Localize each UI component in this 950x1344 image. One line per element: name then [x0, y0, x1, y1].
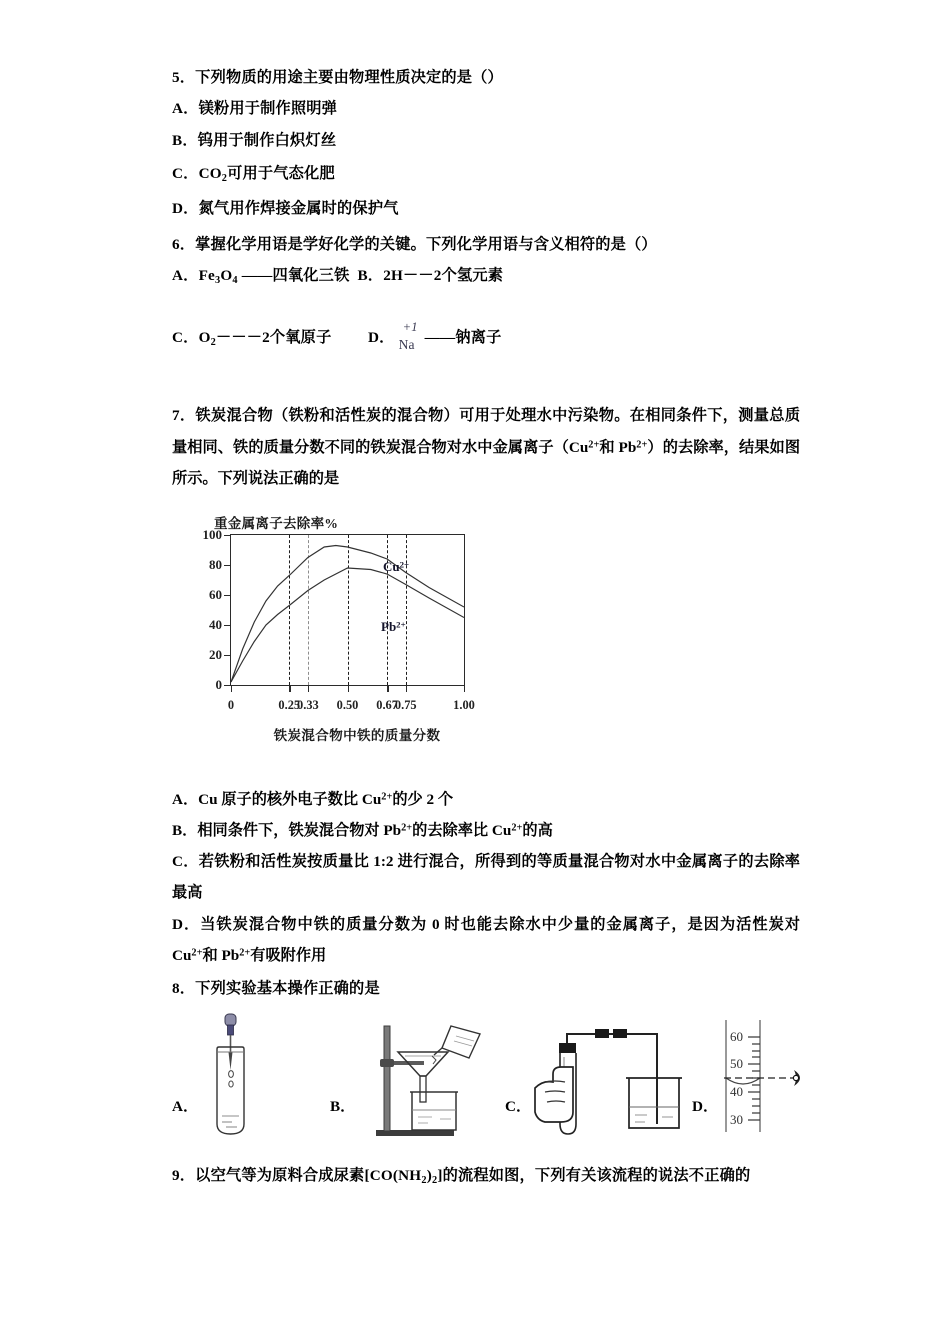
q9-stem-part2: )	[426, 1167, 432, 1185]
formula-fe3o4: Fe	[198, 267, 215, 285]
option-a-text: 镁粉用于制作照明弹	[198, 100, 338, 118]
question-7-stem	[172, 400, 800, 493]
figure-b	[330, 1010, 490, 1138]
q6-option-c-text: －－－2个氧原子	[215, 329, 332, 347]
y-tick-100: 100	[203, 527, 232, 543]
fe3o4-sub-3: 3	[214, 275, 221, 287]
option-b-text: 钨用于制作白炽灯丝	[197, 132, 337, 150]
q7-opt-b-part1: B．相同条件下，铁炭混合物对 Pb	[172, 822, 402, 840]
q7-opt-d-part1: D．当铁炭混合物中铁的质量分数为 0 时也能去除水中少量的金属离子，是因为活性炭对 Cu	[172, 915, 800, 964]
option-d-label: D．	[172, 199, 199, 217]
q6-option-b-label: B．	[357, 267, 384, 285]
figure-b-label: B．	[330, 1098, 356, 1116]
option-b-label: B．	[172, 132, 198, 150]
q7-stem-part-2: 和 Pb	[599, 438, 637, 456]
question-6-option-d	[368, 320, 502, 353]
spacer	[172, 1138, 800, 1168]
option-d-text: 氮气用作焊接金属时的保护气	[198, 199, 399, 217]
q9-stem-part3: ]的流程如图，下列有关该流程的说法不正确的	[437, 1167, 751, 1185]
q7-stem-part-3: ）的去除率，结果如图所示。下列说法正确的是	[172, 438, 801, 487]
question-7-option-b	[172, 815, 800, 846]
x-tick-label-050: 0.50	[336, 697, 359, 712]
graduated-cylinder-eye-level-icon	[714, 1012, 812, 1138]
question-8-figure-row	[172, 1010, 812, 1138]
y-tick-0: 0	[216, 677, 232, 693]
chart-x-axis-caption: 铁炭混合物中铁的质量分数	[273, 727, 441, 743]
chart-plot-area	[202, 526, 475, 712]
curve-label-pb-text: Pb	[381, 618, 397, 634]
x-tick-label-025: 0.25	[278, 697, 301, 712]
figure-a-label: A．	[172, 1098, 199, 1116]
curve-label-pb	[381, 619, 406, 635]
question-7-option-c: C．若铁粉和活性炭按质量比 1:2 进行混合，所得到的等质量混合物对水中金属离子的去除率最高	[172, 853, 800, 902]
x-tick-label-033: 0.33	[297, 697, 319, 712]
question-5-option-c	[172, 166, 800, 184]
q7-opt-d-part2: 和 Pb	[202, 946, 240, 964]
x-tick-mark-025	[289, 685, 290, 692]
question-5-option-d	[172, 201, 800, 216]
svg-text:50: 50	[730, 1056, 743, 1072]
q6-option-a-label: A．	[172, 267, 199, 285]
x-tick-label-100: 1.00	[453, 697, 475, 712]
figure-d-label: D．	[692, 1098, 719, 1116]
q7-opt-d-sup1: 2+	[191, 947, 203, 959]
figure-c	[505, 1010, 685, 1138]
question-5-stem: 5．下列物质的用途主要由物理性质决定的是（）	[172, 69, 503, 86]
figure-a	[172, 1010, 302, 1138]
y-tick-80: 80	[209, 557, 231, 573]
page-content	[172, 70, 800, 1186]
y-tick-60: 60	[209, 587, 231, 603]
svg-text:40: 40	[730, 1084, 743, 1100]
q7-opt-d-part3: 有吸附作用	[250, 946, 327, 964]
x-tick-label-075: 0.75	[394, 697, 417, 712]
test-tube-with-dropper-icon	[208, 1012, 254, 1138]
svg-text:30: 30	[730, 1112, 743, 1128]
question-6-options-cd	[172, 312, 800, 354]
fe3o4-sub-4: 4	[232, 275, 238, 287]
x-tick-mark-067	[387, 685, 388, 692]
element-symbol-na: Na	[398, 337, 415, 353]
question-5-option-a	[172, 101, 800, 116]
chart-title: 重金属离子去除率%	[214, 515, 339, 531]
fe3o4-o: O	[220, 267, 233, 285]
curve-label-pb-sup: 2+	[396, 619, 406, 630]
x-tick-label-0: 0	[227, 697, 235, 712]
q6-option-d-text: ——钠离子	[424, 329, 502, 347]
chart-curves	[231, 535, 464, 685]
o2-subscript: 2	[210, 337, 216, 349]
q7-opt-a-part1: A．Cu 原子的核外电子数比 Cu	[172, 790, 382, 808]
question-6-option-c	[172, 330, 331, 348]
q7-opt-b-part2: 的去除率比 Cu	[412, 822, 512, 840]
formula-o2: O	[198, 329, 211, 347]
q7-opt-b-sup2: 2+	[511, 822, 523, 834]
svg-text:60: 60	[730, 1029, 743, 1045]
formula-co2: CO	[198, 164, 222, 182]
q7-opt-b-part3: 的高	[522, 822, 553, 840]
question-6-options-ab	[172, 268, 800, 286]
x-tick-mark-075	[406, 685, 407, 692]
x-tick-mark-033	[308, 685, 309, 692]
airtightness-check-icon	[529, 1012, 687, 1138]
figure-c-label: C．	[505, 1098, 532, 1116]
q9-sub-2: 2	[431, 1174, 438, 1186]
x-tick-mark-0	[231, 685, 232, 692]
curve-label-cu-sup: 2+	[399, 559, 410, 570]
question-6-stem: 6．掌握化学用语是学好化学的关键。下列化学用语与含义相符的是（）	[172, 236, 657, 254]
question-7-option-d	[172, 909, 800, 971]
curve-pb2plus	[231, 568, 464, 682]
q6-option-d-label: D．	[368, 329, 395, 347]
q7-stem-part-1: 7．铁炭混合物（铁粉和活性炭的混合物）可用于处理水中污染物。在相同条件下，测量总质量相同、铁的质量分数不同的铁炭混合物对水中金属离子（Cu	[172, 407, 800, 456]
figure-d	[692, 1010, 812, 1138]
question-8-stem: 8．下列实验基本操作正确的是	[172, 979, 380, 997]
curve-label-cu	[383, 559, 409, 575]
question-7-option-a	[172, 784, 800, 815]
y-tick-20: 20	[209, 647, 231, 663]
q7-opt-d-sup2: 2+	[239, 947, 251, 959]
formula-co2-subscript: 2	[221, 172, 228, 184]
option-a-label: A．	[172, 100, 199, 118]
q9-stem-part1: 9．以空气等为原料合成尿素[CO(NH	[172, 1167, 422, 1185]
curve-cu2plus	[231, 545, 464, 682]
q9-sub-1: 2	[421, 1174, 427, 1186]
q7-opt-a-part2: 的少 2 个	[392, 790, 454, 808]
y-tick-40: 40	[209, 617, 231, 633]
option-c-text: 可用于气态化肥	[227, 164, 335, 182]
q6-option-c-label: C．	[172, 329, 199, 347]
x-tick-label-067: 0.67	[376, 697, 398, 712]
cu-charge-sup: 2+	[588, 439, 600, 451]
oxidation-number-label: +1	[402, 320, 418, 335]
curve-label-cu-text: Cu	[383, 558, 400, 574]
question-5-option-b	[172, 133, 800, 148]
x-tick-mark-050	[348, 685, 349, 692]
option-c-label: C．	[172, 164, 199, 182]
q6-option-b-text: 2H－－2个氢元素	[383, 267, 504, 285]
pb-charge-sup: 2+	[636, 439, 648, 451]
q7-opt-a-sup: 2+	[381, 791, 393, 803]
question-9-stem	[172, 1168, 800, 1186]
x-tick-mark-100	[464, 685, 465, 692]
filtration-funnel-stand-icon	[356, 1012, 484, 1138]
q7-opt-b-sup1: 2+	[401, 822, 413, 834]
removal-rate-chart	[192, 512, 522, 750]
q6-option-a-text: ——四氧化三铁	[237, 267, 350, 285]
